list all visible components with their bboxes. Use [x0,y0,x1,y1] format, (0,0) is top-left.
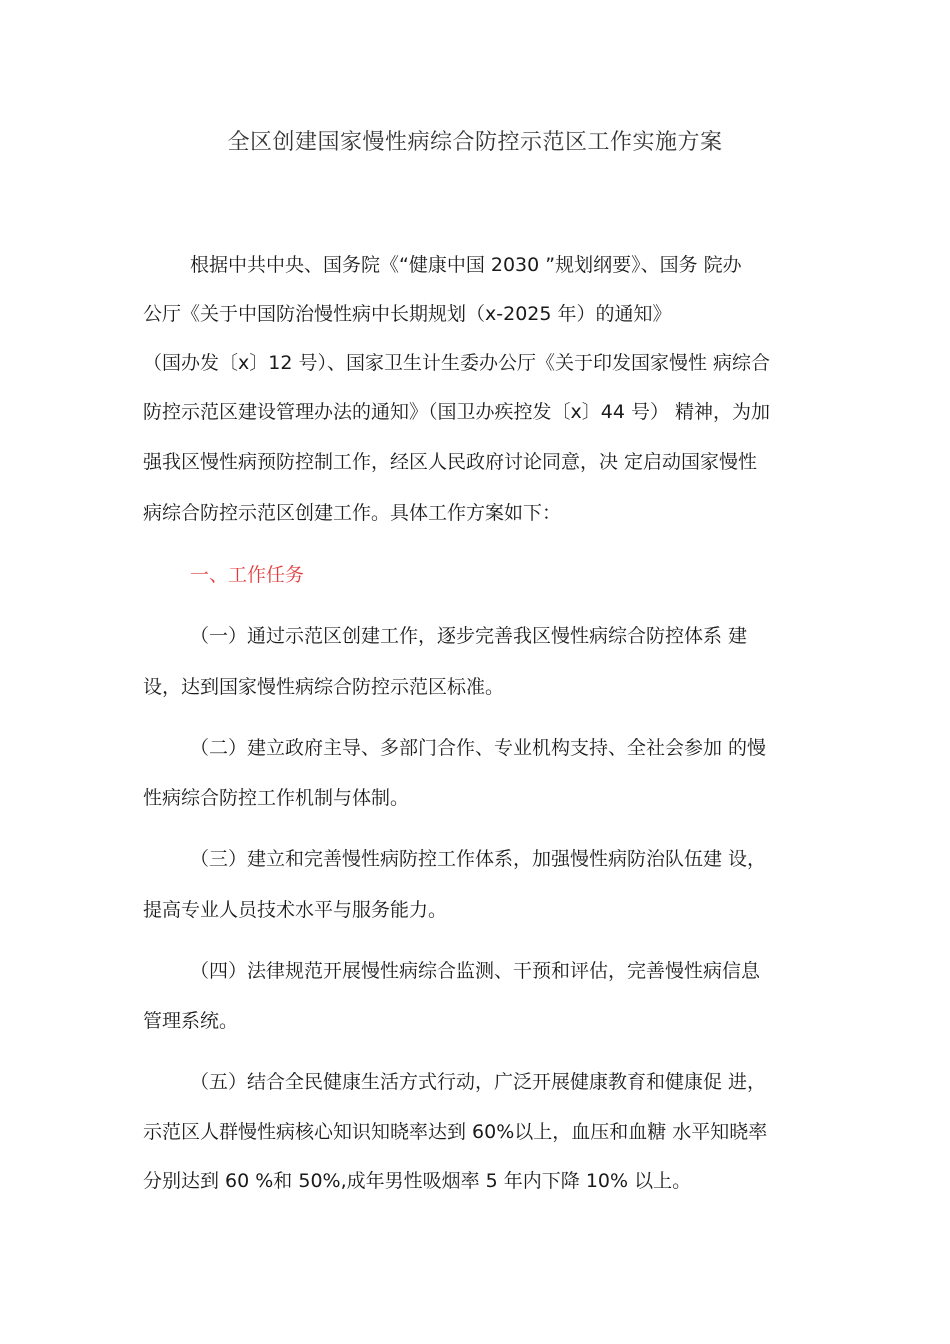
item-1-line-1: （一）通过示范区创建工作，逐步完善我区慢性病综合防控体系 建 [190,625,748,647]
section-heading: 一、工作任务 [190,564,305,586]
intro-line-3: （国办发〔x〕12 号）、国家卫生计生委办公厅《关于印发国家慢性 病综合 [143,352,771,374]
item-2-line-2: 性病综合防控工作机制与体制。 [143,787,410,809]
intro-line-5: 强我区慢性病预防控制工作，经区人民政府讨论同意，决 定启动国家慢性 [143,451,758,473]
intro-line-6: 病综合防控示范区创建工作。具体工作方案如下： [143,502,562,524]
intro-line-1: 根据中共中央、国务院《“健康中国 2030 ”规划纲要》、国务 院办 [190,254,742,276]
item-3-line-2: 提高专业人员技术水平与服务能力。 [143,899,448,921]
intro-line-4: 防控示范区建设管理办法的通知》（国卫办疾控发〔x〕44 号） 精神，为加 [143,401,771,423]
item-5-line-3: 分别达到 60 %和 50%,成年男性吸烟率 5 年内下降 10% 以上。 [143,1170,692,1192]
item-1-line-2: 设，达到国家慢性病综合防控示范区标准。 [143,676,505,698]
intro-line-2: 公厅《关于中国防治慢性病中长期规划（x-2025 年）的通知》 [143,303,672,325]
item-3-line-1: （三）建立和完善慢性病防控工作体系，加强慢性病防治队伍建 设， [190,848,767,870]
item-4-line-2: 管理系统。 [143,1010,239,1032]
item-2-line-1: （二）建立政府主导、多部门合作、专业机构支持、全社会参加 的慢 [190,737,767,759]
item-5-line-1: （五）结合全民健康生活方式行动，广泛开展健康教育和健康促 进， [190,1071,767,1093]
item-4-line-1: （四）法律规范开展慢性病综合监测、干预和评估，完善慢性病信息 [190,960,761,982]
item-5-line-2: 示范区人群慢性病核心知识知晓率达到 60%以上，血压和血糖 水平知晓率 [143,1121,768,1143]
document-title: 全区创建国家慢性病综合防控示范区工作实施方案 [227,130,723,155]
